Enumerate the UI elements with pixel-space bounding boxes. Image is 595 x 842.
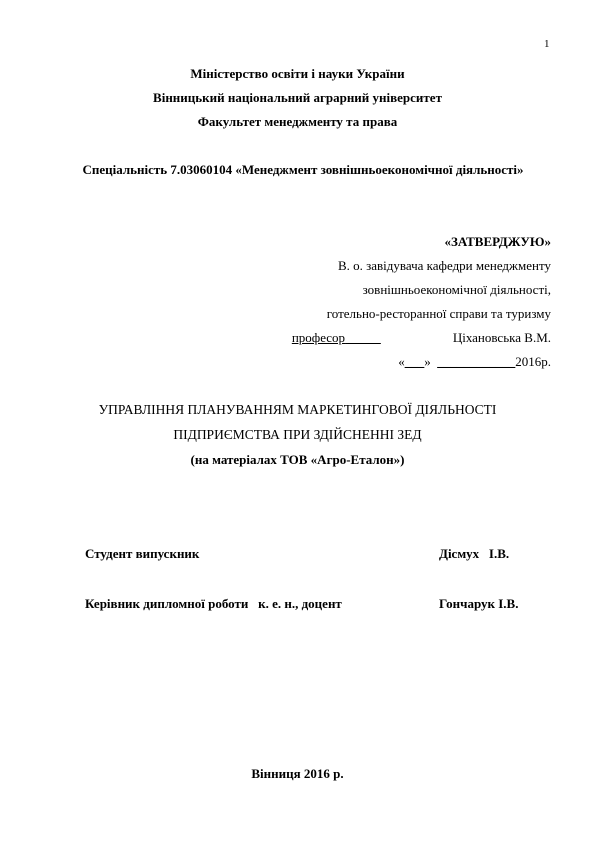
signer-title: професор (291, 330, 346, 345)
thesis-subtitle: (на матеріалах ТОВ «Агро-Еталон») (190, 452, 405, 467)
supervisor-label: Керівник дипломної роботи к. е. н., доцент (85, 596, 342, 611)
approver-position-line1: В. о. завідувача кафедри менеджменту (337, 258, 551, 273)
date-day-blank: ___ (404, 354, 425, 369)
specialty-line: Спеціальність 7.03060104 «Менеджмент зовнішньоекономічної діяльності» (82, 162, 524, 177)
university-heading: Вінницький національний аграрний університет (153, 90, 442, 105)
date-open-quote: « (398, 354, 405, 369)
page-number: 1 (544, 38, 550, 50)
approver-position-line2: зовнішньоекономічної діяльності, (362, 282, 551, 297)
date-year: 2016р. (515, 354, 551, 369)
supervisor-name: Гончарук І.В. (439, 596, 519, 611)
date-month-blank: ____________ (437, 354, 516, 369)
ministry-heading: Міністерство освіти і науки України (190, 66, 405, 81)
student-label: Студент випускник (85, 546, 200, 561)
signer-name: Ціхановська В.М. (452, 330, 551, 345)
approve-heading: «ЗАТВЕРДЖУЮ» (444, 234, 551, 249)
student-name: Дісмух І.В. (439, 546, 510, 561)
approver-position-line3: готельно-ресторанної справи та туризму (326, 306, 551, 321)
thesis-title-line1: УПРАВЛІННЯ ПЛАНУВАННЯМ МАРКЕТИНГОВОЇ ДІЯЛЬНОСТІ (98, 402, 497, 417)
date-close-quote: » (424, 354, 431, 369)
faculty-heading: Факультет менеджменту та права (197, 114, 398, 129)
approval-date-line (398, 354, 551, 370)
city-year: Вінниця 2016 р. (251, 766, 344, 781)
signature-blank (345, 330, 381, 345)
approver-signature-line (292, 330, 551, 346)
thesis-title-line2: ПІДПРИЄМСТВА ПРИ ЗДІЙСНЕННІ ЗЕД (173, 427, 422, 442)
